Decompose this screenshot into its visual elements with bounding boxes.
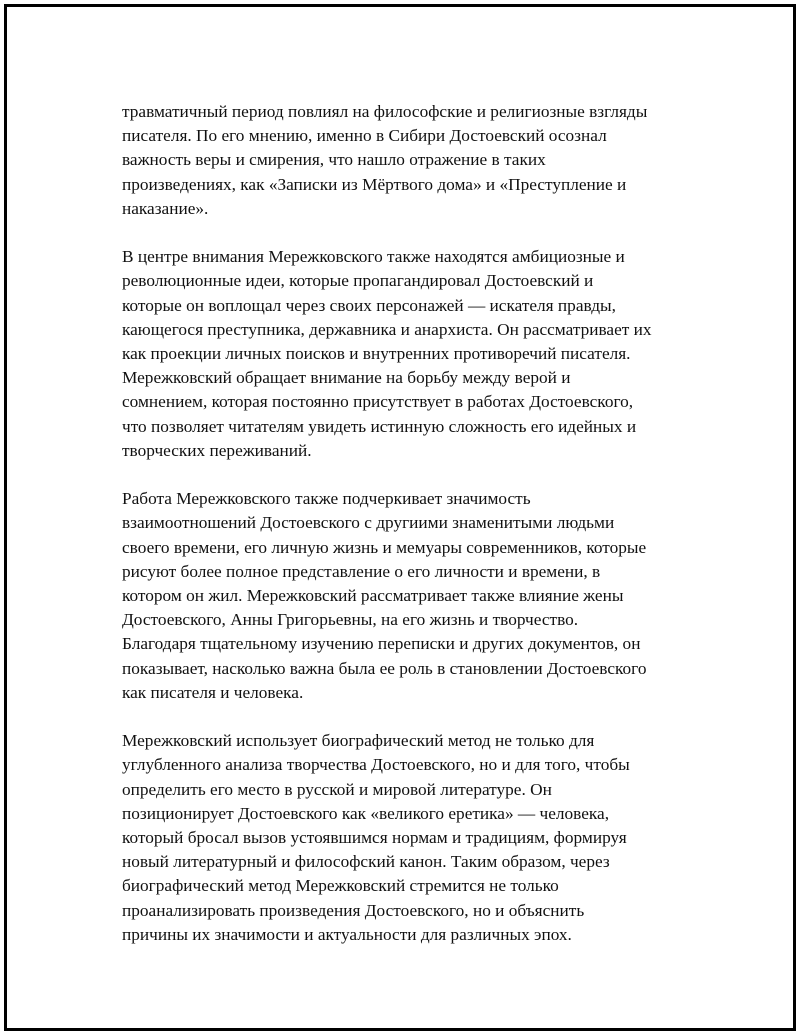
- paragraph-2: В центре внимания Мережковского также находятся амбициозные и революционные идеи, которые пропагандировал Достоевский и которые он воплощал через своих персонажей — искателя правды, кающегося преступника, державника и анархиста. Он рассматривает их как проекции личных поисков и внутренних противоречий писателя. Мережковский обращает внимание на борьбу между верой и сомнением, которая постоянно присутствует в работах Достоевского, что позволяет читателям увидеть истинную сложность его идейных и творческих переживаний.: [122, 247, 652, 460]
- paragraph-1: травматичный период повлиял на философские и религиозные взгляды писателя. По его мнению, именно в Сибири Достоевский осознал важность веры и смирения, что нашло отражение в таких произведениях, как «Записки из Мёртвого дома» и «Преступление и наказание».: [122, 102, 648, 218]
- page-frame: [4, 4, 796, 1031]
- paragraph-3: Работа Мережковского также подчеркивает значимость взаимоотношений Достоевского с другиими знаменитыми людьми своего времени, его личную жизнь и мемуары современников, которые рисуют более полное представление о его личности и времени, в котором он жил. Мережковский рассматривает также влияние жены Достоевского, Анны Григорьевны, на его жизнь и творчество. Благодаря тщательному изучению переписки и других документов, он показывает, насколько важна была ее роль в становлении Достоевского как писателя и человека.: [122, 489, 647, 702]
- document-body: [122, 100, 700, 947]
- paragraph-4: Мережковский использует биографический метод не только для углубленного анализа творчества Достоевского, но и для того, чтобы определить его место в русской и мировой литературе. Он позиционирует Достоевского как «великого еретика» — человека, который бросал вызов устоявшимся нормам и традициям, формируя новый литературный и философский канон. Таким образом, через биографический метод Мережковский стремится не только проанализировать произведения Достоевского, но и объяснить причины их значимости и актуальности для различных эпох.: [122, 731, 630, 944]
